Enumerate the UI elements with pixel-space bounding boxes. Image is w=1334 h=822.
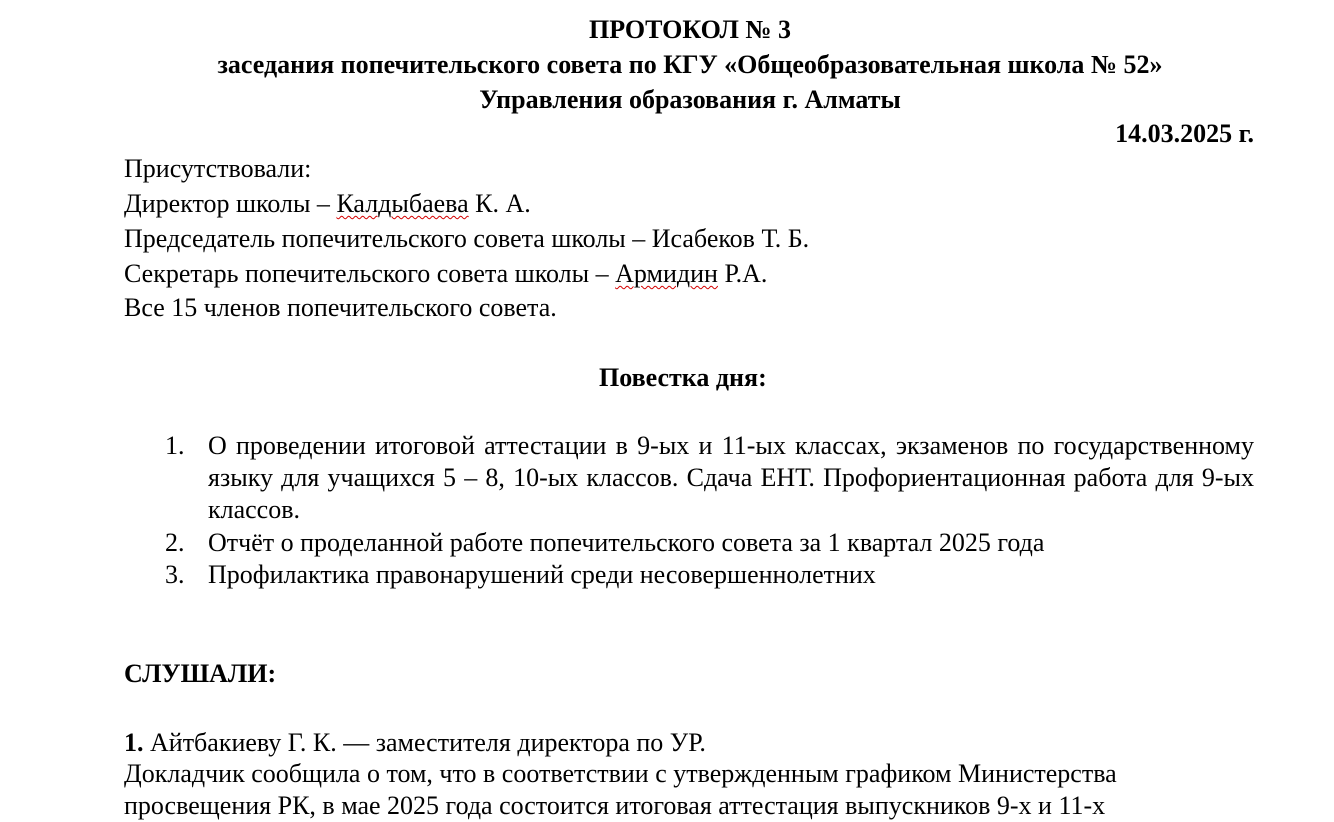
secretary-initials: Р.А. — [717, 259, 768, 288]
heard-body-line: просвещения РК, в мае 2025 года состоится итоговая аттестация выпускников 9-х и 11-х — [124, 791, 1106, 820]
protocol-date: 14.03.2025 г. — [1115, 119, 1254, 148]
agenda-item — [124, 430, 1254, 526]
agenda-item — [124, 559, 1254, 591]
secretary-prefix: Секретарь попечительского совета школы – — [124, 259, 616, 288]
director-prefix: Директор школы – — [124, 189, 337, 218]
protocol-department: Управления образования г. Алматы — [479, 85, 901, 114]
heard-item — [124, 727, 706, 759]
heard-item-speaker: Айтбакиеву Г. К. — заместителя директора по УР. — [143, 728, 706, 757]
agenda-item-number: 3. — [165, 560, 185, 589]
attendee-secretary — [124, 258, 767, 290]
heard-body-line: Докладчик сообщила о том, что в соответствии с утвержденным графиком Министерства — [124, 759, 1117, 788]
secretary-surname: Армидин — [615, 259, 718, 288]
heard-heading: СЛУШАЛИ: — [124, 659, 277, 688]
attendee-chairman: Председатель попечительского совета школы – Исабеков Т. Б. — [124, 224, 810, 253]
agenda-item-number: 2. — [165, 528, 185, 557]
attendees-heading: Присутствовали: — [124, 154, 312, 183]
protocol-subtitle: заседания попечительского совета по КГУ «Общеобразовательная школа № 52» — [217, 50, 1163, 79]
agenda-item-text: Профилактика правонарушений среди несовершеннолетних — [208, 560, 876, 589]
director-surname: Калдыбаева — [336, 189, 469, 218]
agenda-item-text: Отчёт о проделанной работе попечительского совета за 1 квартал 2025 года — [208, 528, 1045, 557]
heard-item-number: 1. — [124, 728, 144, 757]
protocol-title: ПРОТОКОЛ № 3 — [588, 15, 792, 44]
attendee-director — [124, 188, 531, 220]
attendee-members: Все 15 членов попечительского совета. — [124, 293, 557, 322]
agenda-item — [124, 527, 1254, 559]
agenda-item-text: О проведении итоговой аттестации в 9-ых и 11-ых классах, экзаменов по государственному языку для учащихся 5 – 8, 10-ых классов. Сдача ЕНТ. Профориентационная работа для 9-ых классов. — [208, 431, 1254, 524]
agenda-item-number: 1. — [165, 431, 185, 460]
director-initials: К. А. — [468, 189, 531, 218]
agenda-heading: Повестка дня: — [599, 363, 767, 392]
